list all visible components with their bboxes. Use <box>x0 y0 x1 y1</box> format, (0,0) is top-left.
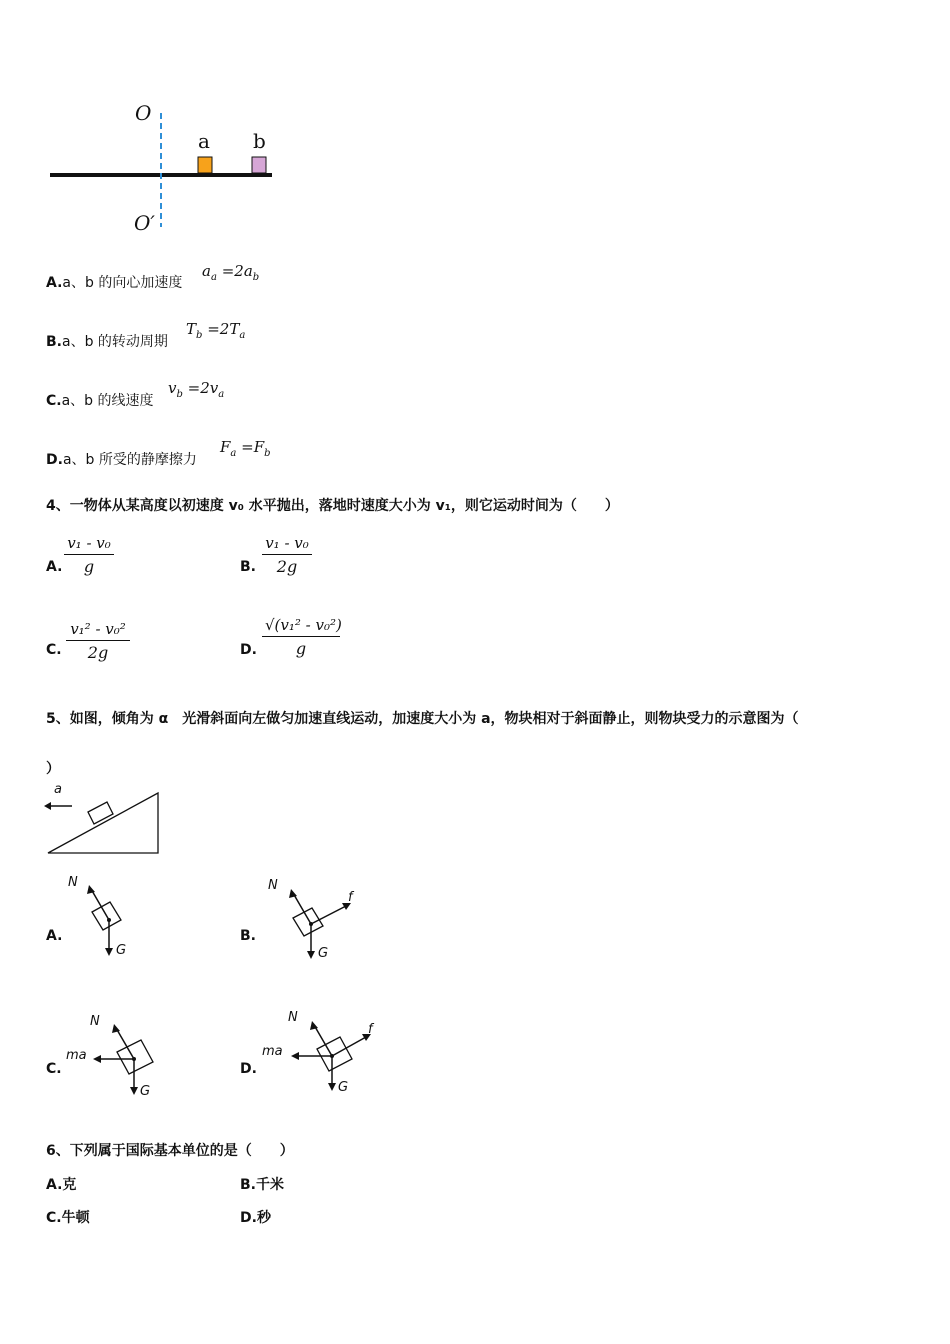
option-letter: A. <box>46 275 63 291</box>
option-text: a、b 所受的静摩擦力 <box>62 452 197 468</box>
q3-option-a-formula: $a_a =2a_b$ <box>202 262 260 283</box>
q6-option-b <box>240 1176 284 1194</box>
option-text: 秒 <box>256 1210 271 1226</box>
turntable-diagram <box>40 95 290 240</box>
option-text: 牛顿 <box>61 1210 90 1226</box>
fraction-denominator: g <box>83 557 95 576</box>
option-letter: A. <box>46 1177 63 1193</box>
option-letter: D. <box>240 1210 257 1226</box>
option-letter: C. <box>46 1210 62 1226</box>
force-label-g: G <box>318 946 329 961</box>
q6-option-c <box>46 1209 90 1227</box>
q4-option-d-fraction <box>262 616 340 658</box>
incline-figure <box>40 782 165 857</box>
q3-option-c <box>46 392 154 410</box>
axis-top-label: O <box>135 101 152 125</box>
force-label-g: G <box>116 943 127 958</box>
block-b <box>252 157 266 173</box>
option-letter: C. <box>46 393 62 409</box>
fraction-numerator: √(v₁² - v₀²) <box>262 616 340 637</box>
q3-option-b <box>46 333 168 351</box>
q5-option-a-diagram <box>62 875 142 965</box>
incline-block <box>88 802 113 824</box>
turntable-figure <box>40 95 290 240</box>
fraction-numerator: v₁ - v₀ <box>262 534 312 555</box>
q5-option-c-diagram <box>64 1012 164 1104</box>
block-b-label: b <box>253 129 266 153</box>
force-label-n: N <box>268 878 278 893</box>
q5-option-c-letter: C. <box>46 1061 62 1077</box>
q3-option-a <box>46 274 182 292</box>
q5-option-d-diagram <box>262 1010 382 1104</box>
acceleration-arrowhead <box>44 802 51 810</box>
force-label-n: N <box>68 875 78 890</box>
q5-option-b-diagram <box>262 878 362 970</box>
q5-option-a-letter: A. <box>46 928 63 944</box>
option-text: 克 <box>62 1177 77 1193</box>
incline-triangle <box>48 793 158 853</box>
force-label-f: f <box>348 890 353 905</box>
force-label-g: G <box>338 1080 349 1095</box>
fraction-numerator: v₁² - v₀² <box>66 620 130 641</box>
q4-option-b-letter: B. <box>240 559 256 575</box>
axis-bottom-label: O′ <box>134 211 155 235</box>
option-text: a、b 的向心加速度 <box>62 275 183 291</box>
block-a-label: a <box>198 129 210 153</box>
acceleration-label: a <box>54 782 62 797</box>
force-label-ma: ma <box>66 1048 87 1063</box>
option-letter: B. <box>46 334 62 350</box>
fraction-denominator: g <box>295 639 307 658</box>
force-label-f: f <box>368 1022 373 1037</box>
fraction-denominator: 2g <box>276 557 298 576</box>
q5-stem-close: ） <box>46 761 60 777</box>
q5-option-d-letter: D. <box>240 1061 257 1077</box>
q3-option-b-formula: $T_b =2T_a$ <box>186 320 246 341</box>
q4-option-d-letter: D. <box>240 642 257 658</box>
q5-stem: 5、如图，倾角为 α 光滑斜面向左做匀加速直线运动，加速度大小为 a，物块相对于斜面静止，则物块受力的示意图为（ <box>46 711 799 727</box>
q6-option-d <box>240 1209 271 1227</box>
q6-option-a <box>46 1176 76 1194</box>
q4-option-a-letter: A. <box>46 559 63 575</box>
force-label-n: N <box>288 1010 298 1025</box>
force-label-n: N <box>90 1014 100 1029</box>
option-text: 千米 <box>256 1177 284 1193</box>
option-letter: D. <box>46 452 63 468</box>
q3-option-d-formula: $F_a =F_b$ <box>220 438 271 459</box>
option-text: a、b 的线速度 <box>61 393 154 409</box>
q5-option-b-letter: B. <box>240 928 256 944</box>
q6-stem: 6、下列属于国际基本单位的是（ ） <box>46 1143 294 1159</box>
option-text: a、b 的转动周期 <box>62 334 168 350</box>
q3-option-c-formula: $v_b =2v_a$ <box>168 379 225 400</box>
force-label-g: G <box>140 1084 151 1099</box>
q4-option-c-fraction <box>66 620 130 662</box>
q4-option-b-fraction <box>262 534 312 576</box>
force-label-ma: ma <box>262 1044 283 1059</box>
fraction-numerator: v₁ - v₀ <box>64 534 114 555</box>
block-a <box>198 157 212 173</box>
option-letter: B. <box>240 1177 256 1193</box>
q4-stem: 4、一物体从某高度以初速度 v₀ 水平抛出，落地时速度大小为 v₁，则它运动时间为（ ） <box>46 498 619 514</box>
q4-option-c-letter: C. <box>46 642 62 658</box>
q4-option-a-fraction <box>64 534 114 576</box>
fraction-denominator: 2g <box>87 643 109 662</box>
q3-option-d <box>46 451 197 469</box>
